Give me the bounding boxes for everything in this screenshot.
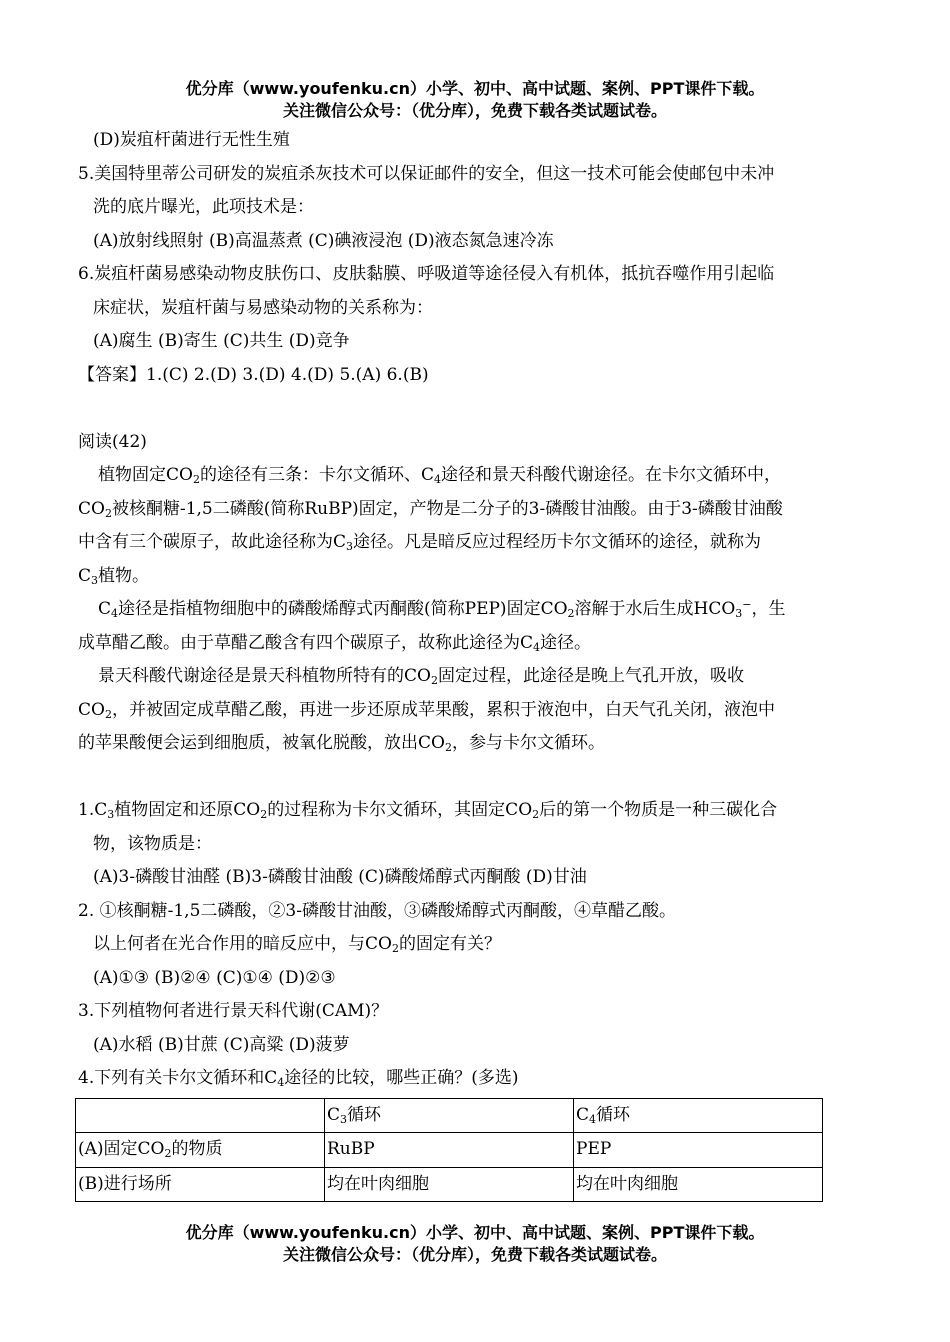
q3-stem: 3.下列植物何者进行景天科代谢(CAM)？ [78,1001,389,1021]
table-row [76,1167,823,1202]
q6-stem-line-1: 6.炭疽杆菌易感染动物皮肤伤口、皮肤黏膜、呼吸道等途径侵入有机体，抵抗吞噬作用引起临 [78,264,775,284]
table-row [76,1133,823,1168]
q2-options: (A)①③ (B)②④ (C)①④ (D)②③ [93,967,336,988]
q5-stem-line-1: 5.美国特里蒂公司研发的炭疽杀灰技术可以保证邮件的安全，但这一技术可能会使邮包中未冲 [78,163,775,184]
table-cell [76,1098,325,1133]
reading-p3-line-3: 的苹果酸便会运到细胞质，被氧化脱酸，放出$CO_2$，参与卡尔文循环。 [78,733,605,754]
document-body [78,124,873,1202]
footer-line-2: 关注微信公众号：（优分库），免费下载各类试题试卷。 [282,1245,667,1264]
table-row-label: (A)固定$CO_2$的物质 [76,1133,325,1168]
table-cell: RuBP [325,1133,574,1168]
q4-option-d: (D)炭疽杆菌进行无性生殖 [93,130,290,150]
q6-stem-line-2: 床症状，炭疽杆菌与易感染动物的关系称为： [93,297,433,318]
header-line-2: 关注微信公众号：（优分库），免费下载各类试题试卷。 [282,101,667,120]
q1-stem-line-2: 物，该物质是： [93,833,212,854]
table-cell: PEP [574,1133,823,1168]
table-header-row [76,1098,823,1133]
reading-p1-line-1: 植物固定$CO_2$的途径有三条：卡尔文循环、$C_4$途径和景天科酸代谢途径。在卡尔文循环中， [98,465,781,486]
table-row-label: (B)进行场所 [76,1167,325,1202]
comparison-table [75,1098,823,1203]
q2-stem-line-1: 2. ①核酮糖-1,5二磷酸，②3-磷酸甘油酸，③磷酸烯醇式丙酮酸，④草醋乙酸。 [78,900,676,921]
header-line-1: 优分库（www.youfenku.cn）小学、初中、高中试题、案例、PPT课件下载。 [185,79,765,98]
reading-p3-line-1: 景天科酸代谢途径是景天科植物所特有的$CO_2$固定过程，此途径是晚上气孔开放，吸收 [98,666,744,687]
reading-p1-line-4: $C_3$植物。 [78,565,150,587]
table-cell: 均在叶肉细胞 [325,1167,574,1202]
reading-p2-line-1: $C_4$途径是指植物细胞中的磷酸烯醇式丙酮酸(简称PEP)固定$CO_2$溶解于水后生成$HCO_3^-$，生 [98,598,786,620]
q4-stem: 4.下列有关卡尔文循环和$C_4$途径的比较，哪些正确？(多选) [78,1068,519,1089]
q5-stem-line-2: 洗的底片曝光，此项技术是： [93,197,314,217]
q5-options: (A)放射线照射 (B)高温蒸煮 (C)碘液浸泡 (D)液态氮急速冷冻 [93,230,554,251]
table-cell: 均在叶肉细胞 [574,1167,823,1202]
reading-p1-line-2: $CO_2$被核酮糖-1,5二磷酸(简称RuBP)固定，产物是二分子的3-磷酸甘油酸。由于3-磷酸甘油酸 [78,498,783,520]
reading-title: 阅读(42) [78,431,147,452]
table-header-c3: $C_3$循环 [325,1098,574,1133]
reading-p1-line-3: 中含有三个碳原子，故此途径称为$C_3$途径。凡是暗反应过程经历卡尔文循环的途径，就称为 [78,532,762,553]
q1-stem-line-1: $1.C_3$植物固定和还原$CO_2$的过程称为卡尔文循环，其固定$CO_2$后的第一个物质是一种三碳化合 [78,800,778,821]
footer-line-1: 优分库（www.youfenku.cn）小学、初中、高中试题、案例、PPT课件下载。 [185,1223,765,1242]
page-header [0,78,950,122]
q2-stem-line-2: 以上何者在光合作用的暗反应中，与$CO_2$的固定有关？ [93,934,501,955]
q6-options: (A)腐生 (B)寄生 (C)共生 (D)竞争 [93,331,350,351]
reading-p2-line-2: 成草醋乙酸。由于草醋乙酸含有四个碳原子，故称此途径为$C_4$途径。 [78,632,592,654]
page-footer [0,1222,950,1266]
table-header-c4: $C_4$循环 [574,1098,823,1133]
reading-p3-line-2: $CO_2$，并被固定成草醋乙酸，再进一步还原成苹果酸，累积于液泡中，白天气孔关闭，液泡中 [78,699,775,721]
q3-options: (A)水稻 (B)甘蔗 (C)高粱 (D)菠萝 [93,1034,350,1055]
q1-options: (A)3-磷酸甘油醛 (B)3-磷酸甘油酸 (C)磷酸烯醇式丙酮酸 (D)甘油 [93,867,587,887]
answer-key: 【答案】1.(C) 2.(D) 3.(D) 4.(D) 5.(A) 6.(B) [78,364,429,385]
